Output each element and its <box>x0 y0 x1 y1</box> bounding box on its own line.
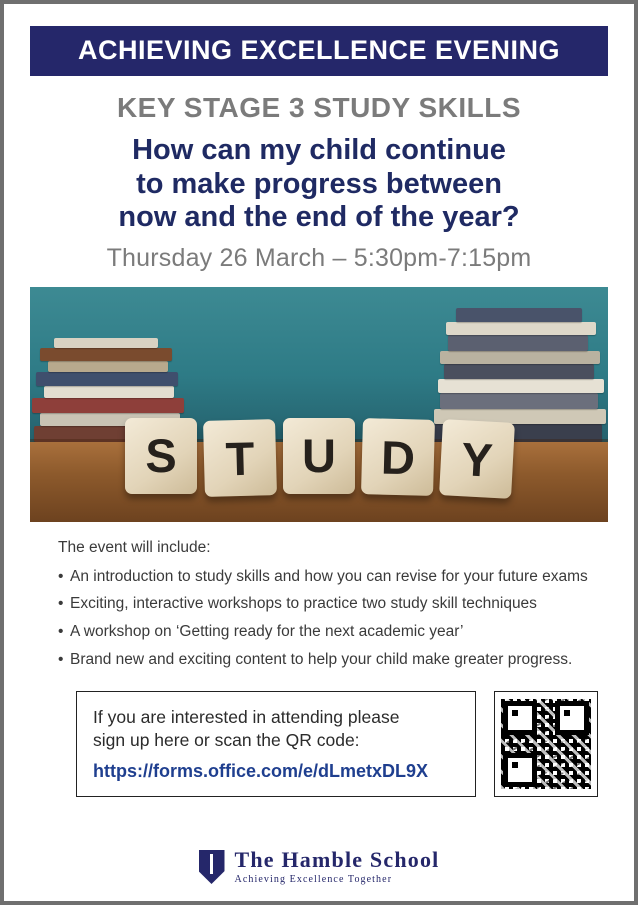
signup-instruction-line-2: sign up here or scan the QR code: <box>93 729 360 750</box>
die-letter: D <box>361 418 435 496</box>
page-title <box>30 134 608 235</box>
book-icon <box>32 398 184 413</box>
poster-inner <box>4 4 634 901</box>
poster-subtitle: KEY STAGE 3 STUDY SKILLS <box>116 92 522 123</box>
list-item: • An introduction to study skills and how you can revise for your future exams <box>58 567 600 588</box>
school-footer <box>30 849 608 891</box>
book-icon <box>44 386 174 398</box>
book-icon <box>444 364 594 379</box>
book-icon <box>36 372 178 386</box>
headline-line-3: now and the end of the year? <box>118 201 520 234</box>
school-tagline: Achieving Excellence Together <box>234 874 393 885</box>
qr-finder-icon <box>555 701 589 735</box>
school-crest-icon <box>199 850 225 884</box>
signup-instruction <box>93 706 459 751</box>
die-letter: Y <box>439 419 515 499</box>
event-datetime: Thursday 26 March – 5:30pm-7:15pm <box>106 243 532 272</box>
book-icon <box>48 361 168 372</box>
school-identity <box>235 849 440 885</box>
book-icon <box>448 335 588 351</box>
qr-finder-icon <box>503 753 537 787</box>
study-photo <box>30 287 608 522</box>
headline-line-1: How can my child continue <box>132 134 506 166</box>
die-letter: T <box>203 419 277 497</box>
signup-section <box>76 691 608 797</box>
book-icon <box>446 322 596 335</box>
event-includes-label: The event will include: <box>58 538 211 556</box>
qr-finder-icon <box>503 701 537 735</box>
qr-code-box[interactable] <box>494 691 598 797</box>
list-item: • Brand new and exciting content to help your child make greater progress. <box>58 650 600 671</box>
dice-row <box>125 418 513 494</box>
event-banner: ACHIEVING EXCELLENCE EVENING <box>30 26 608 76</box>
book-icon <box>456 308 582 322</box>
qr-code-icon[interactable] <box>501 699 591 789</box>
list-item: • Exciting, interactive workshops to practice two study skill techniques <box>58 594 600 615</box>
signup-link[interactable]: https://forms.office.com/e/dLmetxDL9X <box>93 761 429 782</box>
signup-box <box>76 691 476 797</box>
book-icon <box>438 379 604 393</box>
event-includes-list <box>58 567 608 677</box>
signup-instruction-line-1: If you are interested in attending please <box>93 707 400 728</box>
die-letter: S <box>125 418 197 494</box>
book-icon <box>54 338 158 348</box>
die-letter: U <box>283 418 355 494</box>
school-name: The Hamble School <box>234 847 440 872</box>
book-icon <box>440 393 598 409</box>
book-icon <box>440 351 600 364</box>
headline-line-2: to make progress between <box>136 167 502 200</box>
book-icon <box>40 348 172 361</box>
list-item: • A workshop on ‘Getting ready for the next academic year’ <box>58 622 600 643</box>
